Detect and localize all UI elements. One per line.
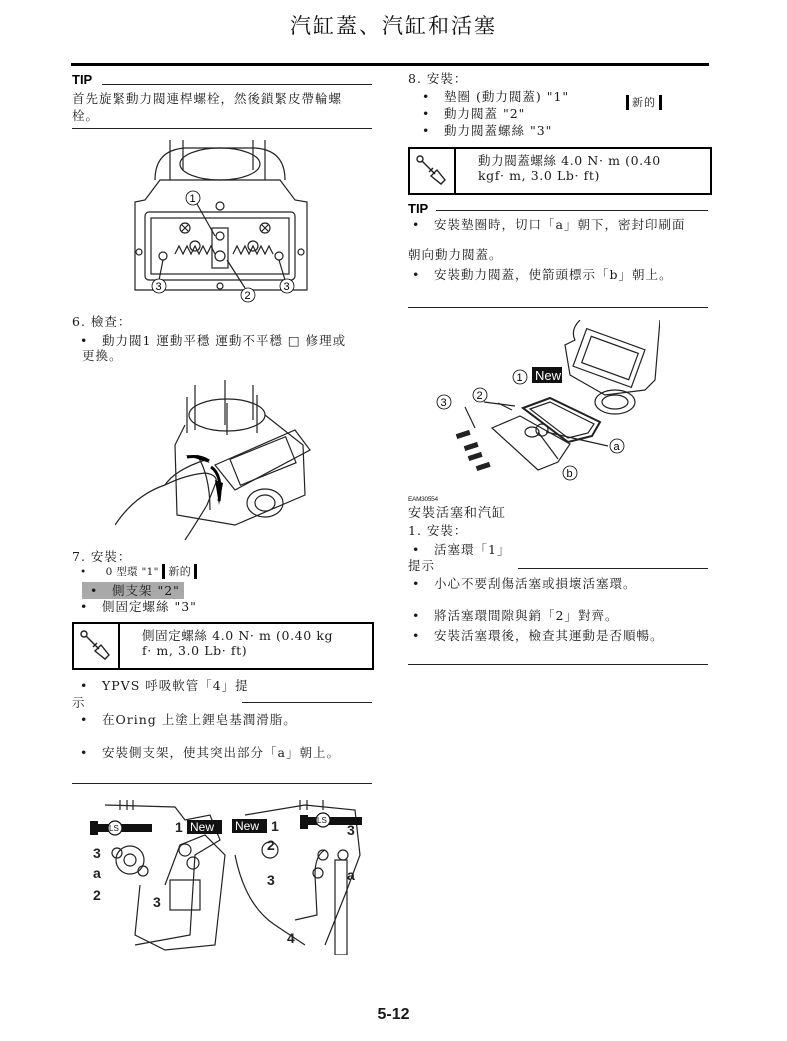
- torque-line-1: 動力閥蓋螺絲 4.0 N· m (0.40: [478, 153, 661, 168]
- svg-text:3: 3: [440, 397, 447, 409]
- header-rule: [71, 63, 709, 66]
- step-7-item-oring: [72, 563, 197, 581]
- svg-text:New: New: [235, 819, 260, 833]
- section-step-1-heading: 1. 安裝：: [408, 523, 468, 538]
- tip-bullet-gasket-cont: 朝向動力閥蓋。: [408, 247, 503, 262]
- tip-end-rule: [72, 783, 372, 784]
- tip-label-zh: 提示: [408, 558, 436, 573]
- new-part-tag: 新的: [626, 94, 662, 111]
- step-7-heading: 7. 安裝：: [72, 549, 132, 564]
- section-step-1-item: • 活塞環「1」: [404, 541, 510, 558]
- power-valve-illustration: [115, 140, 325, 310]
- torque-line-2: kgf· m, 3.0 Lb· ft): [478, 168, 600, 183]
- tip-bullet-align-gap: • 將活塞環間隙與銷「2」對齊。: [404, 607, 618, 624]
- svg-text:3: 3: [267, 872, 275, 888]
- tip-bullet-check-movement: • 安裝活塞環後，檢查其運動是否順暢。: [404, 627, 664, 644]
- step-8-heading: 8. 安裝：: [408, 71, 468, 86]
- svg-text:3: 3: [93, 845, 101, 861]
- svg-text:1: 1: [189, 193, 196, 205]
- tip-text-line-1: 首先旋緊動力閥連桿螺栓，然後鎖緊皮帶輪螺: [72, 91, 343, 106]
- svg-text:New: New: [535, 368, 562, 383]
- tip-rule: [102, 84, 372, 85]
- svg-text:3: 3: [283, 281, 290, 293]
- tip-rule: [436, 210, 708, 211]
- svg-text:LS: LS: [317, 816, 327, 825]
- step-6-heading: 6. 檢查：: [72, 314, 132, 329]
- tip-label: TIP: [408, 201, 429, 216]
- side-bracket-illustration: [75, 795, 375, 955]
- torque-line-2: f· m, 3.0 Lb· ft): [142, 643, 248, 658]
- step-7-item-side-bracket: • 側支架 "2": [82, 582, 184, 599]
- page-number: 5-12: [377, 1006, 410, 1023]
- tip-bullet-grease: • 在Oring 上塗上鋰皂基潤滑脂。: [72, 711, 297, 728]
- step-6-bullet: • 動力閥1 運動平穩 運動不平穩 □ 修理或: [72, 332, 346, 349]
- svg-text:New: New: [190, 820, 215, 834]
- figure-valve-rotation: [115, 375, 325, 540]
- svg-text:2: 2: [476, 390, 483, 402]
- tip-end-rule: [408, 307, 708, 308]
- svg-text:b: b: [566, 468, 573, 480]
- svg-text:a: a: [347, 867, 355, 883]
- step-7-item-breather-hose: • YPVS 呼吸軟管「4」提: [72, 677, 249, 694]
- svg-text:2: 2: [244, 290, 251, 302]
- svg-text:1: 1: [271, 818, 279, 834]
- svg-text:2: 2: [93, 887, 101, 903]
- step-6-bullet-cont: 更換。: [82, 348, 123, 363]
- tip-rule: [518, 568, 708, 569]
- step-7-item-side-screw: • 側固定螺絲 "3": [72, 598, 197, 615]
- tip-text-line-2: 栓。: [72, 108, 100, 123]
- torque-spec-box-cover-screw: [408, 147, 712, 195]
- step-8-item-cover: • 動力閥蓋 "2": [414, 105, 525, 122]
- tip-bullet-cover-arrow: • 安裝動力閥蓋，使箭頭標示「b」朝上。: [404, 266, 673, 283]
- tip-end-rule: [72, 128, 372, 129]
- figure-power-valve: [115, 140, 325, 310]
- svg-text:a: a: [613, 441, 620, 453]
- tip-bullet-gasket: • 安裝墊圈時，切口「a」朝下，密封印刷面: [404, 216, 685, 233]
- tip-label-zh: 示: [72, 695, 86, 710]
- svg-text:a: a: [93, 865, 101, 881]
- page-title: 汽缸蓋、汽缸和活塞: [290, 14, 497, 38]
- item-text: 0 型環 "1": [105, 566, 159, 578]
- tip-bullet-no-scratch: • 小心不要刮傷活塞或損壞活塞環。: [404, 575, 637, 592]
- svg-text:1: 1: [175, 819, 183, 835]
- cylinder-hand-illustration: [115, 375, 325, 540]
- torque-wrench-icon: [410, 149, 456, 193]
- section-code: EAM30554: [408, 496, 438, 503]
- svg-text:LS: LS: [109, 824, 119, 833]
- step-8-item-cover-screw: • 動力閥蓋螺絲 "3": [414, 122, 552, 139]
- section-title: 安裝活塞和汽缸: [408, 506, 507, 521]
- step-8-item-gasket: • 墊圈 (動力閥蓋) "1": [414, 88, 569, 105]
- tip-end-rule: [408, 664, 708, 665]
- torque-line-1: 側固定螺絲 4.0 N· m (0.40 kg: [142, 628, 334, 643]
- tip-bullet-bracket: • 安裝側支架，使其突出部分「a」朝上。: [72, 744, 340, 761]
- figure-valve-cover: [420, 320, 660, 488]
- svg-text:3: 3: [347, 822, 355, 838]
- torque-spec-box-side-screw: [72, 622, 374, 670]
- valve-cover-exploded-illustration: [420, 320, 660, 488]
- svg-text:3: 3: [155, 281, 162, 293]
- svg-text:3: 3: [153, 894, 161, 910]
- svg-text:2: 2: [267, 837, 275, 853]
- new-part-tag: 新的: [162, 563, 197, 580]
- tip-label: TIP: [72, 72, 93, 87]
- figure-side-bracket: [75, 795, 375, 955]
- svg-text:1: 1: [516, 372, 523, 384]
- torque-wrench-icon: [74, 624, 120, 668]
- tip-rule: [242, 702, 372, 703]
- svg-text:4: 4: [287, 930, 295, 946]
